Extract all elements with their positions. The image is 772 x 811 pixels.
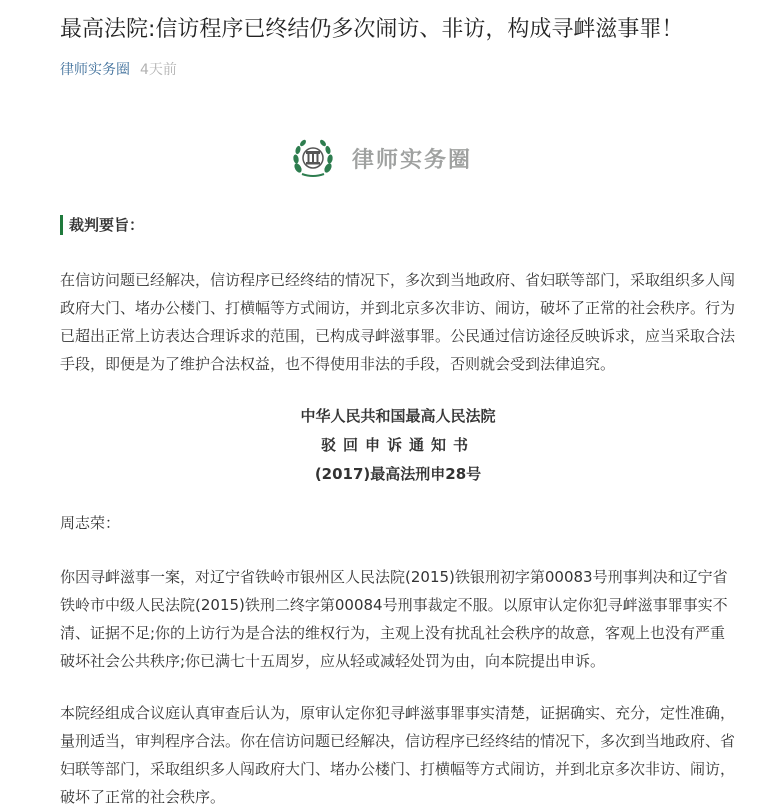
notice-header: [60, 402, 736, 489]
article-meta: [60, 59, 177, 81]
body-paragraph-2: 本院经组成合议庭认真审查后认为，原审认定你犯寻衅滋事罪事实清楚，证据确实、充分，定性准确，量刑适当，审判程序合法。你在信访问题已经解决，信访程序已经终结的情况下，多次到当地政府、省妇联等部门，采取组织多人闯政府大门、堵办公楼门、打横幅等方式闹访，并到北京多次非访、闹访，破坏了正常的社会秩序。: [60, 704, 736, 806]
case-number: (2017)最高法刑申28号: [314, 465, 482, 483]
salutation: 周志荣：: [60, 514, 121, 532]
court-name: 中华人民共和国最高人民法院: [300, 407, 496, 425]
publish-time: 4天前: [140, 62, 177, 78]
author-link[interactable]: 律师实务圈: [60, 62, 130, 78]
notice-title: 驳回申诉通知书: [320, 436, 475, 454]
summary-paragraph: 在信访问题已经解决，信访程序已经终结的情况下，多次到当地政府、省妇联等部门，采取组织多人闯政府大门、堵办公楼门、打横幅等方式闹访，并到北京多次非访、闹访，破坏了正常的社会秩序。行为已超出正常上访表达合理诉求的范围，已构成寻衅滋事罪。公民通过信访途径反映诉求，应当采取合法手段，即便是为了维护合法权益，也不得使用非法的手段，否则就会受到法律追究。: [60, 271, 736, 373]
section-heading: 裁判要旨：: [60, 215, 144, 235]
scales-laurel-logo-icon: [292, 138, 334, 178]
article-title: 最高法院:信访程序已终结仍多次闹访、非访，构成寻衅滋事罪！: [60, 17, 684, 42]
brand-logo: [292, 136, 472, 180]
logo-text: 律师实务圈: [352, 147, 473, 173]
body-paragraph-1: 你因寻衅滋事一案，对辽宁省铁岭市银州区人民法院(2015)铁银刑初字第00083号刑事判决和辽宁省铁岭市中级人民法院(2015)铁刑二终字第00084号刑事裁定不服。以原审认定你犯寻衅滋事罪事实不清、证据不足;你的上访行为是合法的维权行为，主观上没有扰乱社会秩序的故意，客观上也没有严重破坏社会公共秩序;你已满七十五周岁，应从轻或减轻处罚为由，向本院提出申诉。: [60, 568, 728, 670]
